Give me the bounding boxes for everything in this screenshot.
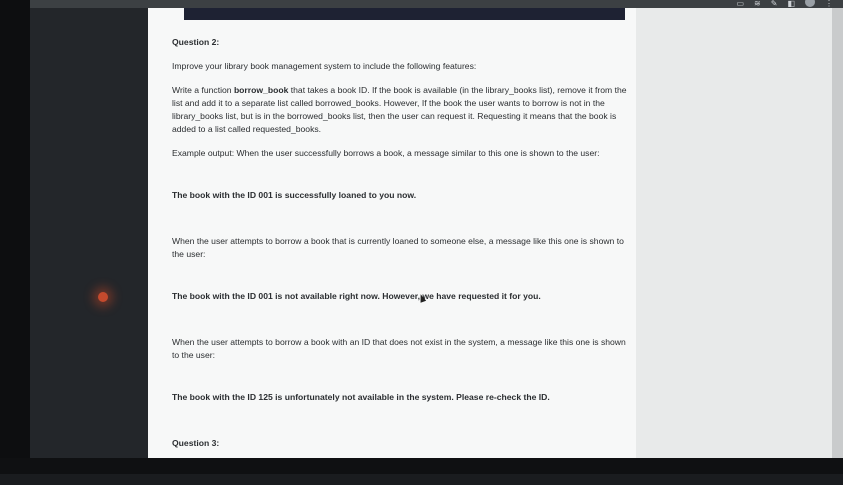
page-margin-right: [636, 8, 843, 458]
question-3-heading: Question 3:: [172, 438, 220, 448]
message-success: The book with the ID 001 is successfully loaned to you now.: [172, 190, 417, 200]
browser-toolbar: [0, 0, 843, 8]
browser-toolbar-icons: [736, 0, 833, 8]
message-requested: The book with the ID 001 is not available right now. However, we have requested it for you.: [172, 291, 541, 301]
avatar[interactable]: [805, 0, 815, 7]
light-reflection: [98, 292, 108, 302]
monitor-bezel-bottom: [0, 458, 843, 474]
desc-suffix: that takes a book ID. If the book is available (in the library_books list), remove it from the list and add it to a separate list called borrowed_books. However, If the book the user wants to borrow is not in the library_books list, but is in the borrowed_books list, then the user can request it. Requesting it means that the book is added to a list called requested_books.: [172, 85, 627, 134]
document-content: [172, 36, 627, 485]
question-2-intro: Improve your library book management system to include the following features:: [172, 61, 477, 71]
case-missing-description: When the user attempts to borrow a book with an ID that does not exist in the system, a message like this one is shown to the user:: [172, 337, 626, 360]
document-page: [148, 8, 636, 458]
page-margin-left: [30, 8, 148, 458]
question-2-heading: Question 2:: [172, 37, 220, 47]
monitor-bezel-left: [0, 0, 30, 474]
message-missing: The book with the ID 125 is unfortunately not available in the system. Please re-check the ID.: [172, 392, 550, 402]
case-loaned-description: When the user attempts to borrow a book that is currently loaned to someone else, a message like this one is shown to the user:: [172, 236, 624, 259]
extension-icon[interactable]: ≋: [754, 0, 761, 8]
scrollbar[interactable]: [832, 8, 843, 458]
more-icon[interactable]: ⋮: [825, 0, 833, 8]
puzzle-icon[interactable]: ◧: [787, 0, 795, 8]
example-output-intro: Example output: When the user successfully borrows a book, a message similar to this one is shown to the user:: [172, 148, 600, 158]
document-header-bar: [184, 8, 625, 20]
window-icon[interactable]: ▭: [736, 0, 745, 8]
pin-icon[interactable]: ✎: [770, 0, 778, 8]
function-name-borrow-book: borrow_book: [233, 85, 289, 95]
desc-prefix: Write a function: [172, 85, 234, 95]
question-2-description: [172, 84, 627, 136]
